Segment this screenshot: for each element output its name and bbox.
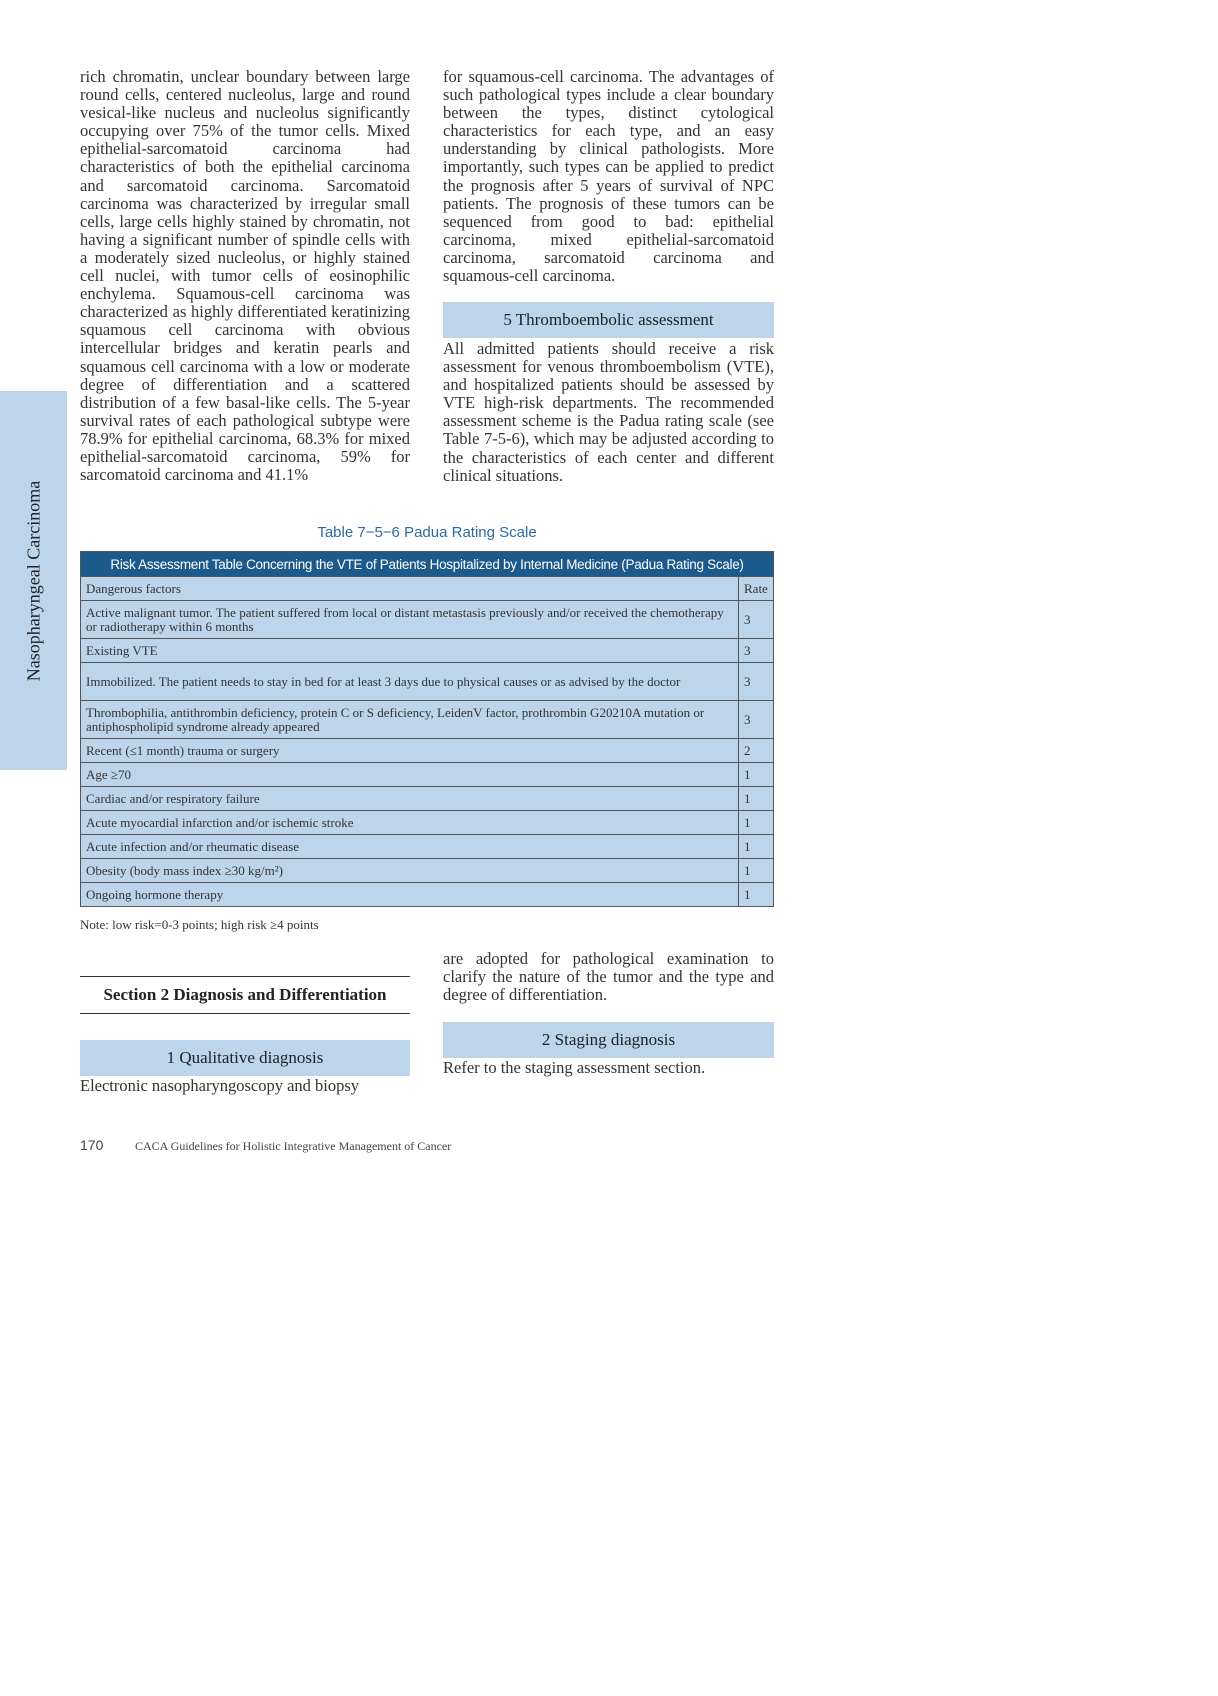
side-tab (0, 391, 67, 770)
paragraph-vte: All admitted patients should receive a risk assessment for venous thromboembolism (VTE), and hospitalized patients should be assessed by VTE high-risk departments. The recommended assessment scheme is the Padua rating scale (see Table 7-5-6), which may be adjusted according to the characteristics of each center and different clinical situations. (443, 339, 774, 485)
table-row (81, 763, 774, 787)
table-row (81, 811, 774, 835)
table-row (81, 835, 774, 859)
right-column-staging (443, 1059, 774, 1077)
rate-cell: 1 (739, 763, 774, 787)
factor-cell: Recent (≤1 month) trauma or surgery (81, 739, 739, 763)
rate-cell: 1 (739, 859, 774, 883)
right-column-bottom (443, 950, 774, 1004)
left-column-bottom (80, 1077, 410, 1095)
header-factor: Dangerous factors (81, 577, 739, 601)
table-row (81, 883, 774, 907)
factor-cell: Acute myocardial infarction and/or ischemic stroke (81, 811, 739, 835)
factor-cell: Acute infection and/or rheumatic disease (81, 835, 739, 859)
rate-cell: 1 (739, 811, 774, 835)
table-title: Risk Assessment Table Concerning the VTE of Patients Hospitalized by Internal Medicine (Padua Rating Scale) (81, 552, 774, 577)
heading-qualitative: 1 Qualitative diagnosis (80, 1040, 410, 1076)
page-number: 170 (80, 1137, 104, 1153)
rate-cell: 3 (739, 701, 774, 739)
rate-cell: 1 (739, 787, 774, 811)
table-row (81, 859, 774, 883)
factor-cell: Obesity (body mass index ≥30 kg/m²) (81, 859, 739, 883)
paragraph-pathological-exam: are adopted for pathological examination to clarify the nature of the tumor and the type and degree of differentiation. (443, 949, 774, 1005)
table-row (81, 601, 774, 639)
factor-cell: Thrombophilia, antithrombin deficiency, protein C or S deficiency, LeidenV factor, prothrombin G20210A mutation or antiphospholipid syndrome already appeared (81, 701, 739, 739)
heading-thromboembolic: 5 Thromboembolic assessment (443, 302, 774, 338)
paragraph-pathology: rich chromatin, unclear boundary between large round cells, centered nucleolus, large and round vesical-like nucleus and nucleolus significantly occupying over 75% of the tumor cells. Mixed epithelial-sarcomatoid carcinoma had characteristics of both the epithelial carcinoma and sarcomatoid carcinoma. Sarcomatoid carcinoma was characterized by irregular small cells, large cells highly stained by chromatin, not having a significant number of spindle cells with a moderately sized nucleolus, or highly stained cell nuclei, with tumor cells of eosinophilic enchylema. Squamous-cell carcinoma was characterized as highly differentiated keratinizing squamous cell carcinoma with obvious intercellular bridges and keratin pearls and squamous cell carcinoma with a low or moderate degree of differentiation and a scattered distribution of a few basal-like cells. The 5-year survival rates of each pathological subtype were 78.9% for epithelial carcinoma, 68.3% for mixed epithelial-sarcomatoid carcinoma, 59% for sarcomatoid carcinoma and 41.1% (80, 67, 410, 485)
side-tab-label: Nasopharyngeal Carcinoma (23, 480, 43, 681)
factor-cell: Age ≥70 (81, 763, 739, 787)
factor-cell: Existing VTE (81, 639, 739, 663)
table-row (81, 639, 774, 663)
table-note: Note: low risk=0-3 points; high risk ≥4 points (80, 917, 319, 932)
factor-cell: Ongoing hormone therapy (81, 883, 739, 907)
right-column-vte (443, 340, 774, 485)
paragraph-prognosis: for squamous-cell carcinoma. The advantages of such pathological types include a clear boundary between the types, distinct cytological characteristics for each type, and an easy understanding by clinical pathologists. More importantly, such types can be applied to predict the prognosis after 5 years of survival of NPC patients. The prognosis of these tumors can be sequenced from good to bad: epithelial carcinoma, mixed epithelial-sarcomatoid carcinoma, sarcomatoid carcinoma and squamous-cell carcinoma. (443, 67, 774, 286)
table-header-row (81, 577, 774, 601)
factor-cell: Immobilized. The patient needs to stay in bed for at least 3 days due to physical causes or as advised by the doctor (81, 663, 739, 701)
table-row (81, 739, 774, 763)
table-row (81, 787, 774, 811)
paragraph-staging: Refer to the staging assessment section. (443, 1058, 706, 1077)
rate-cell: 3 (739, 639, 774, 663)
heading-staging: 2 Staging diagnosis (443, 1022, 774, 1058)
rate-cell: 1 (739, 883, 774, 907)
left-column-top (80, 68, 410, 484)
rate-cell: 2 (739, 739, 774, 763)
table-row (81, 701, 774, 739)
table-title-row (81, 552, 774, 577)
book-title: CACA Guidelines for Holistic Integrative Management of Cancer (135, 1139, 452, 1153)
padua-table (80, 551, 774, 907)
header-rate: Rate (739, 577, 774, 601)
paragraph-qualitative: Electronic nasopharyngoscopy and biopsy (80, 1076, 360, 1095)
section-title: Section 2 Diagnosis and Differentiation (80, 976, 410, 1014)
factor-cell: Cardiac and/or respiratory failure (81, 787, 739, 811)
rate-cell: 3 (739, 663, 774, 701)
rate-cell: 3 (739, 601, 774, 639)
table-caption: Table 7−5−6 Padua Rating Scale (317, 524, 537, 541)
rate-cell: 1 (739, 835, 774, 859)
right-column-top (443, 68, 774, 285)
table-row (81, 663, 774, 701)
factor-cell: Active malignant tumor. The patient suffered from local or distant metastasis previously and/or received the chemotherapy or radiotherapy within 6 months (81, 601, 739, 639)
